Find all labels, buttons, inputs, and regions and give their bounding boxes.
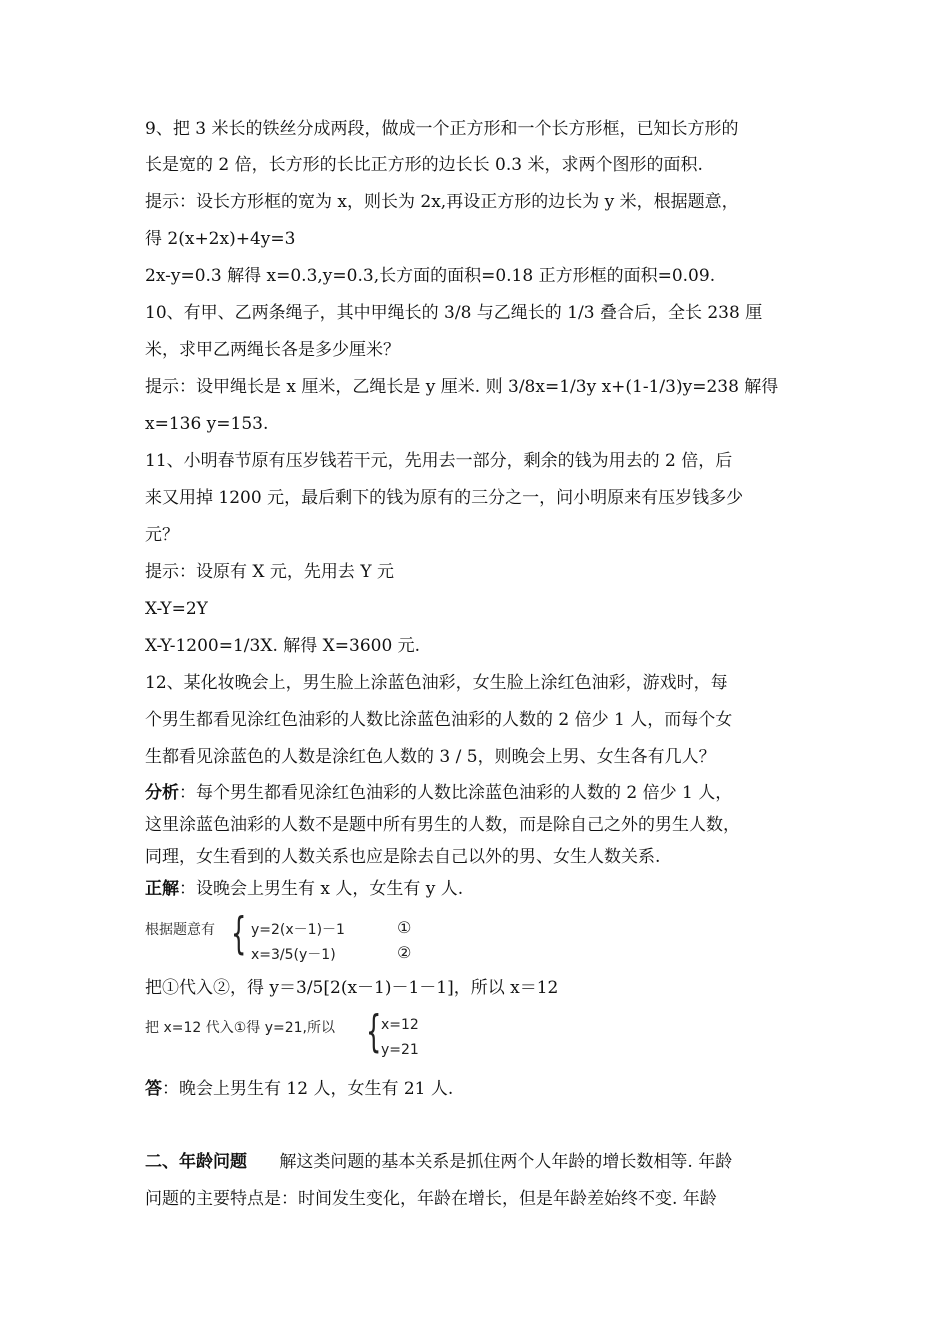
- problem-12-line-2: 个男生都看见涂红色油彩的人数比涂蓝色油彩的人数的 2 倍少 1 人，而每个女: [145, 710, 733, 730]
- hint-11-line-3: X-Y-1200=1/3X. 解得 X=3600 元.: [145, 636, 421, 656]
- equation-system-2: [145, 1006, 425, 1064]
- system-1-prefix: 根据题意有: [145, 922, 215, 938]
- circled-one-mark: ①: [397, 918, 412, 937]
- hint-9-line-2: 得 2(x+2x)+4y=3: [145, 229, 296, 249]
- section-2-title: 二、年龄问题: [145, 1152, 247, 1172]
- hint-11-line-2: X-Y=2Y: [145, 599, 208, 619]
- section-2-line-1: [145, 1152, 732, 1172]
- solution-line: [145, 879, 463, 899]
- system-2-prefix: 把 x=12 代入①得 y=21,所以: [145, 1020, 336, 1036]
- problem-9-line-1: 9、把 3 米长的铁丝分成两段，做成一个正方形和一个长方形框，已知长方形的: [145, 119, 739, 139]
- system-2-eq-2: y=21: [381, 1042, 419, 1058]
- solution-text: ：设晚会上男生有 x 人，女生有 y 人.: [179, 879, 464, 899]
- hint-10-line-1: 提示：设甲绳长是 x 厘米，乙绳长是 y 厘米. 则 3/8x=1/3y x+(1-1/3)y=238 解得: [145, 377, 779, 397]
- problem-11-line-3: 元？: [145, 525, 179, 545]
- analysis-label: 分析: [145, 783, 179, 803]
- analysis-line-3: 同理，女生看到的人数关系也应是除去自己以外的男、女生人数关系.: [145, 847, 661, 867]
- analysis-text: ：每个男生都看见涂红色油彩的人数比涂蓝色油彩的人数的 2 倍少 1 人，: [179, 783, 733, 803]
- substitute-line: 把①代入②，得 y＝3/5[2(x－1)－1－1]，所以 x＝12: [145, 978, 559, 998]
- problem-12-line-3: 生都看见涂蓝色的人数是涂红色人数的 3 / 5，则晚会上男、女生各有几人？: [145, 747, 716, 767]
- section-2-intro: 解这类问题的基本关系是抓住两个人年龄的增长数相等. 年龄: [247, 1152, 733, 1172]
- system-1-brace: {: [231, 908, 247, 959]
- system-2-brace: {: [366, 1006, 382, 1057]
- answer-text: ：晚会上男生有 12 人，女生有 21 人.: [162, 1079, 454, 1099]
- problem-10-line-2: 米，求甲乙两绳长各是多少厘米？: [145, 340, 400, 360]
- system-1-eq-1: y=2(x－1)－1: [251, 922, 345, 938]
- problem-11-line-1: 11、小明春节原有压岁钱若干元，先用去一部分，剩余的钱为用去的 2 倍，后: [145, 451, 733, 471]
- solution-label: 正解: [145, 879, 179, 899]
- circled-two-mark: ②: [397, 943, 412, 962]
- system-1-eq-2: x=3/5(y－1): [251, 947, 336, 963]
- problem-12-line-1: 12、某化妆晚会上，男生脸上涂蓝色油彩，女生脸上涂红色油彩，游戏时，每: [145, 673, 728, 693]
- answer-line: [145, 1079, 453, 1099]
- system-2-eq-1: x=12: [381, 1017, 419, 1033]
- hint-11-line-1: 提示：设原有 X 元，先用去 Y 元: [145, 562, 394, 582]
- problem-11-line-2: 来又用掉 1200 元，最后剩下的钱为原有的三分之一，问小明原来有压岁钱多少: [145, 488, 744, 508]
- problem-9-line-2: 长是宽的 2 倍，长方形的长比正方形的边长长 0.3 米，求两个图形的面积.: [145, 155, 703, 175]
- hint-9-line-1: 提示：设长方形框的宽为 x，则长为 2x,再设正方形的边长为 y 米，根据题意，: [145, 192, 739, 212]
- hint-10-line-2: x=136 y=153.: [145, 414, 269, 434]
- problem-10-line-1: 10、有甲、乙两条绳子，其中甲绳长的 3/8 与乙绳长的 1/3 叠合后，全长 238 厘: [145, 303, 763, 323]
- equation-system-1: [145, 908, 425, 966]
- analysis-line-2: 这里涂蓝色油彩的人数不是题中所有男生的人数，而是除自己之外的男生人数，: [145, 815, 740, 835]
- section-2-line-2: 问题的主要特点是：时间发生变化，年龄在增长，但是年龄差始终不变. 年龄: [145, 1189, 717, 1209]
- analysis-line-1: [145, 783, 732, 803]
- hint-9-line-3: 2x-y=0.3 解得 x=0.3,y=0.3,长方面的面积=0.18 正方形框的面积=0.09.: [145, 266, 716, 286]
- answer-label: 答: [145, 1079, 162, 1099]
